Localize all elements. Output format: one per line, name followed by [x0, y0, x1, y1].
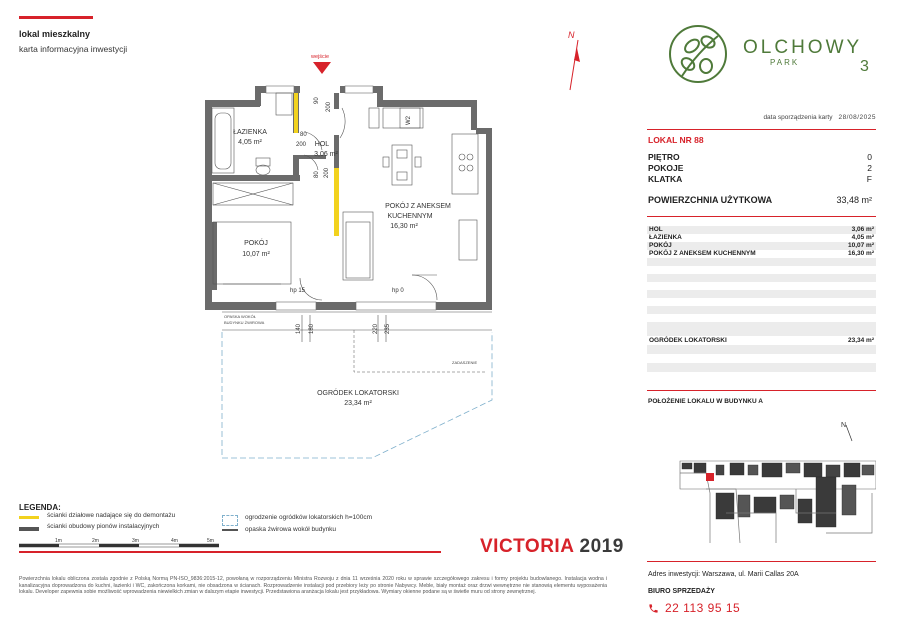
brand-name: OLCHOWY [743, 37, 863, 58]
row-floor-label: PIĘTRO [648, 152, 680, 162]
dim-200c: 200 [324, 167, 330, 178]
canopy-label: ZADASZENIE [452, 360, 478, 365]
dim-200b: 200 [296, 142, 307, 148]
row-stairwell [648, 174, 876, 184]
location-label: POŁOŻENIE LOKALU W BUDYNKU A [648, 398, 763, 405]
bath-label: ŁAZIENKA [233, 129, 267, 136]
usable-area-label: POWIERZCHNIA UŻYTKOWA [648, 195, 773, 205]
table-row [647, 234, 876, 242]
building-location-map [676, 413, 876, 548]
scale-label: 3m [132, 538, 139, 544]
table-row [647, 258, 876, 266]
garden-value: 23,34 m² [847, 337, 874, 344]
doc-type: lokal mieszkalny [19, 29, 91, 39]
gravel-label-1: OPASKA WOKÓŁ [224, 314, 256, 319]
hol-label: HOL [314, 141, 330, 148]
room-label: POKÓJ [244, 240, 268, 247]
row-stairwell-label: KLATKA [648, 174, 683, 184]
table-row [647, 298, 876, 306]
date-label: data sporządzenia karty [763, 114, 833, 121]
table-row [647, 282, 876, 290]
living-label-2: KUCHENNYM [387, 213, 433, 220]
table-row [647, 354, 876, 363]
row-floor-value: 0 [867, 152, 872, 162]
lokal-number: LOKAL NR 88 [648, 135, 704, 145]
dim-180: 180 [309, 323, 315, 334]
table-row [647, 250, 876, 258]
phone-number[interactable]: 22 113 95 15 [665, 601, 741, 615]
dim-hp0: hp 0 [392, 288, 404, 294]
dim-hp15: hp 15 [290, 288, 306, 294]
dim-w2: W2 [406, 116, 412, 125]
dim-220: 220 [373, 323, 379, 334]
legend-swatch-demolish [19, 516, 39, 519]
scale-label: 5m [207, 538, 214, 544]
table-row [647, 266, 876, 274]
room-area-value: 16,30 m² [847, 250, 874, 257]
legend-item-demolish: ścianki działowe nadające się do demontażu [47, 512, 176, 519]
gravel-label-2: BUDYNKU ŻWIROWA [224, 320, 265, 325]
table-row [647, 274, 876, 282]
svg-text:N: N [841, 422, 847, 429]
date-value: 28/08/2025 [838, 114, 876, 121]
divider [647, 129, 876, 130]
developer-year: 2019 [579, 536, 624, 557]
bath-area: 4,05 m² [238, 139, 262, 146]
table-row [647, 327, 876, 336]
divider [647, 216, 876, 217]
north-arrow-icon [570, 40, 580, 90]
legend-swatch-fence [222, 515, 238, 526]
row-rooms-label: POKOJE [648, 163, 684, 173]
row-rooms [648, 163, 876, 173]
dim-140: 140 [296, 323, 302, 334]
legend-item-shafts: ścianki obudowy pionów instalacyjnych [47, 523, 160, 530]
date-row [650, 114, 876, 121]
garden-plan-area: 23,34 m² [344, 400, 372, 407]
dim-235: 235 [385, 323, 391, 334]
living-area: 16,30 m² [390, 223, 418, 230]
dim-80a: 80 [300, 132, 307, 138]
hol-area: 3,06 m² [314, 151, 338, 158]
table-row [647, 306, 876, 314]
garden-plan-label: OGRÓDEK LOKATORSKI [317, 390, 399, 397]
room-area: 10,07 m² [242, 251, 270, 258]
garden-label: OGRÓDEK LOKATORSKI [649, 337, 727, 344]
canopy-outline [354, 330, 486, 372]
room-area-value: 10,07 m² [847, 242, 874, 249]
usable-area-value: 33,48 m² [836, 195, 872, 205]
legend-swatch-shafts [19, 527, 39, 531]
scale-label: 2m [92, 538, 99, 544]
divider [647, 561, 876, 562]
row-stairwell-value: F [866, 174, 872, 184]
address: Adres inwestycji: Warszawa, ul. Marii Callas 20A [648, 571, 799, 578]
olive-leaf-logo-icon [664, 22, 736, 84]
row-usable-area [648, 195, 876, 205]
footnote: Powierzchnia lokalu obliczona zostala zgodnie z Polską Normą PN-ISO_9836:2015-12, powołaną w rozporządzeniu Ministra Rozwoju z dnia 11 września 2020 roku w sprawie szczegółowego zakresu i formy projektu budowlanego. Instalacja wodna i kanalizacyjna doprowadzona do kuchni, łazienki i WC, zakończona korkami, nie obsadzona w ścianach. Rozprowadzenie instalacji pod przebiory leży po stronie Nabywcy. Meble, biały montaż oraz drzwi wewnętrzne nie stanowią elementu wyposażenia lokalu. Developer zapewnia sobie możliwość wprowadzenia niewielkich zmian w dalszym etapie inwestycji. Przedstawiona aranżacja lokalu jest przykładowa. Wymiary okienne podane są w świetle muru od strony zewnętrznej. [19, 576, 607, 595]
walls [205, 86, 492, 310]
dim-200a: 200 [326, 101, 332, 112]
room-name: HOL [649, 226, 663, 233]
living-label-1: POKÓJ Z ANEKSEM [385, 203, 451, 210]
developer-name: VICTORIA [480, 536, 574, 557]
table-row [647, 242, 876, 250]
scale-bar [19, 535, 219, 549]
developer-logo [480, 536, 624, 558]
legend-swatch-gravel [222, 529, 238, 531]
dim-90: 90 [314, 97, 320, 104]
phone-row [648, 601, 740, 615]
row-floor [648, 152, 876, 162]
row-rooms-value: 2 [867, 163, 872, 173]
bottom-accent-bar [19, 551, 441, 553]
garden-row [647, 336, 876, 345]
phone-icon [648, 603, 659, 614]
table-row [647, 345, 876, 354]
room-area-value: 3,06 m² [851, 226, 874, 233]
room-table [647, 226, 876, 330]
map-north-icon [841, 422, 852, 441]
brand-number: 3 [860, 58, 869, 75]
room-name: POKÓJ Z ANEKSEM KUCHENNYM [649, 250, 756, 257]
legend-item-fence: ogrodzenie ogródków lokatorskich h=100cm [245, 514, 373, 521]
table-row [647, 363, 876, 372]
sales-office-label: BIURO SPRZEDAŻY [648, 588, 715, 595]
garden-fence [222, 312, 492, 458]
brand-sub: PARK [770, 58, 800, 67]
entrance-arrow-icon [313, 62, 331, 74]
dim-80b: 80 [314, 171, 320, 178]
table-row [647, 290, 876, 298]
room-name: ŁAZIENKA [649, 234, 682, 241]
legend-item-gravel: opaska żwirowa wokół budynku [245, 526, 337, 533]
table-row [647, 314, 876, 322]
divider [647, 390, 876, 391]
entrance-label: wejście [311, 54, 330, 60]
scale-label: 4m [171, 538, 178, 544]
legend-title: LEGENDA: [19, 503, 61, 512]
table-row [647, 226, 876, 234]
scale-label: 1m [55, 538, 62, 544]
room-name: POKÓJ [649, 242, 672, 249]
room-area-value: 4,05 m² [851, 234, 874, 241]
unit-location-marker [706, 473, 714, 481]
interior-lines [212, 93, 478, 300]
doc-subtitle: karta informacyjna inwestycji [19, 44, 128, 54]
north-label: N [568, 30, 575, 40]
